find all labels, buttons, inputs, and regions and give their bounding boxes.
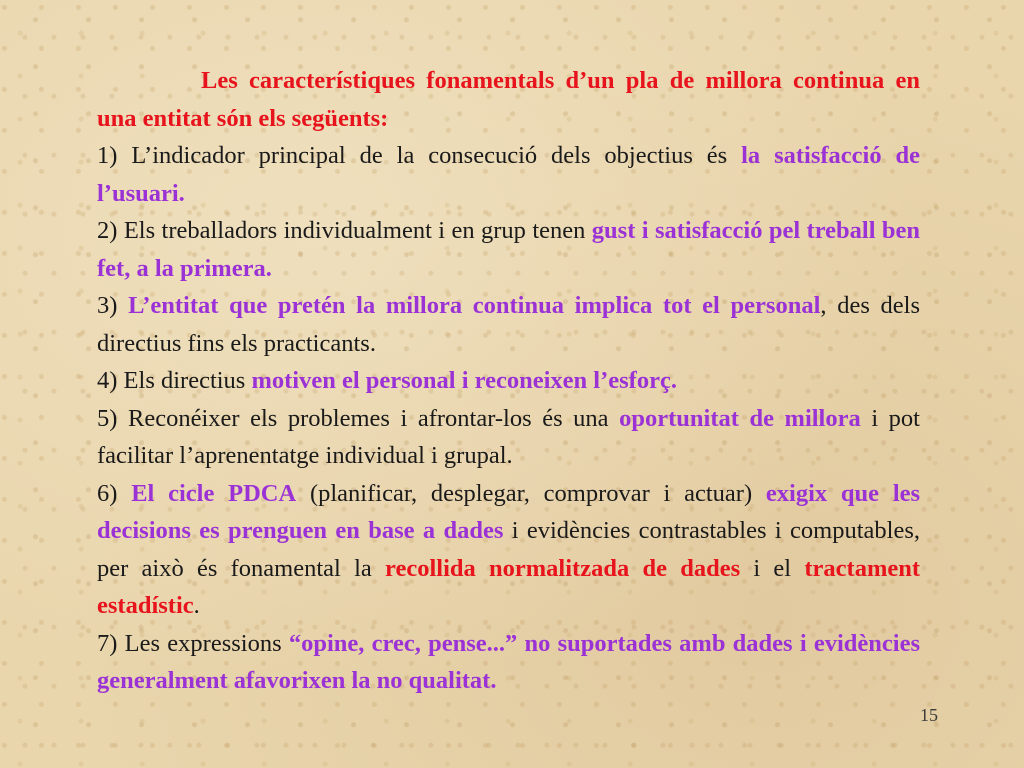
- item-text: i el: [753, 554, 792, 582]
- item-text: Reconéixer els problemes i afrontar-los és una: [127, 404, 609, 432]
- list-item-7: [97, 625, 920, 700]
- list-item-5: [97, 400, 920, 475]
- item-highlight: oportunitat de millora: [619, 404, 861, 432]
- item-text: Els directius: [123, 367, 246, 394]
- item-number: 4): [97, 367, 118, 394]
- item-text: L’indicador principal de la consecució dels objectius és: [131, 142, 728, 169]
- item-text: (planificar, desplegar, comprovar i actuar): [309, 479, 753, 507]
- list-item-6: [97, 475, 920, 625]
- item-highlight: El cicle PDCA: [131, 479, 297, 507]
- item-highlight: “opine, crec, pense...” no suportades amb dades i evidències generalment afavorixen la no qualitat.: [97, 629, 921, 694]
- list-item-4: [97, 362, 920, 400]
- item-number: 5): [97, 404, 118, 432]
- list-item-1: [97, 137, 920, 212]
- item-number: 7): [97, 629, 118, 657]
- item-text: , des dels directius fins els practicants.: [97, 292, 921, 357]
- item-text: i evidències contrastables i computables, per això és fonamental la: [97, 517, 920, 582]
- item-number: 3): [97, 292, 118, 319]
- item-number: 2): [97, 217, 118, 244]
- list-item-2: [97, 212, 920, 287]
- item-highlight: la satisfacció de l’usuari.: [97, 142, 921, 207]
- item-text: i pot facilitar l’aprenentatge individual i grupal.: [97, 404, 920, 469]
- item-number: 6): [97, 479, 118, 507]
- item-highlight: motiven el personal i reconeixen l’esforç.: [251, 367, 677, 394]
- item-number: 1): [97, 142, 118, 169]
- item-highlight-red: tractament estadístic: [97, 554, 921, 619]
- item-highlight: gust i satisfacció pel treball ben fet, a la primera.: [97, 217, 921, 282]
- item-highlight: L’entitat que pretén la millora continua implica tot el personal: [128, 292, 821, 319]
- slide-content: [97, 62, 920, 700]
- item-text: Les expressions: [124, 629, 282, 657]
- item-text: Els treballadors individualment i en grup tenen: [123, 217, 586, 244]
- page-number: 15: [920, 705, 938, 725]
- item-highlight: exigix que les decisions es prenguen en base a dades: [97, 479, 921, 544]
- intro-paragraph: Les característiques fonamentals d’un pla de millora continua en una entitat són els següents:: [97, 67, 920, 132]
- item-text: .: [193, 592, 200, 619]
- list-item-3: [97, 287, 920, 362]
- item-highlight-red: recollida normalitzada de dades: [385, 554, 741, 582]
